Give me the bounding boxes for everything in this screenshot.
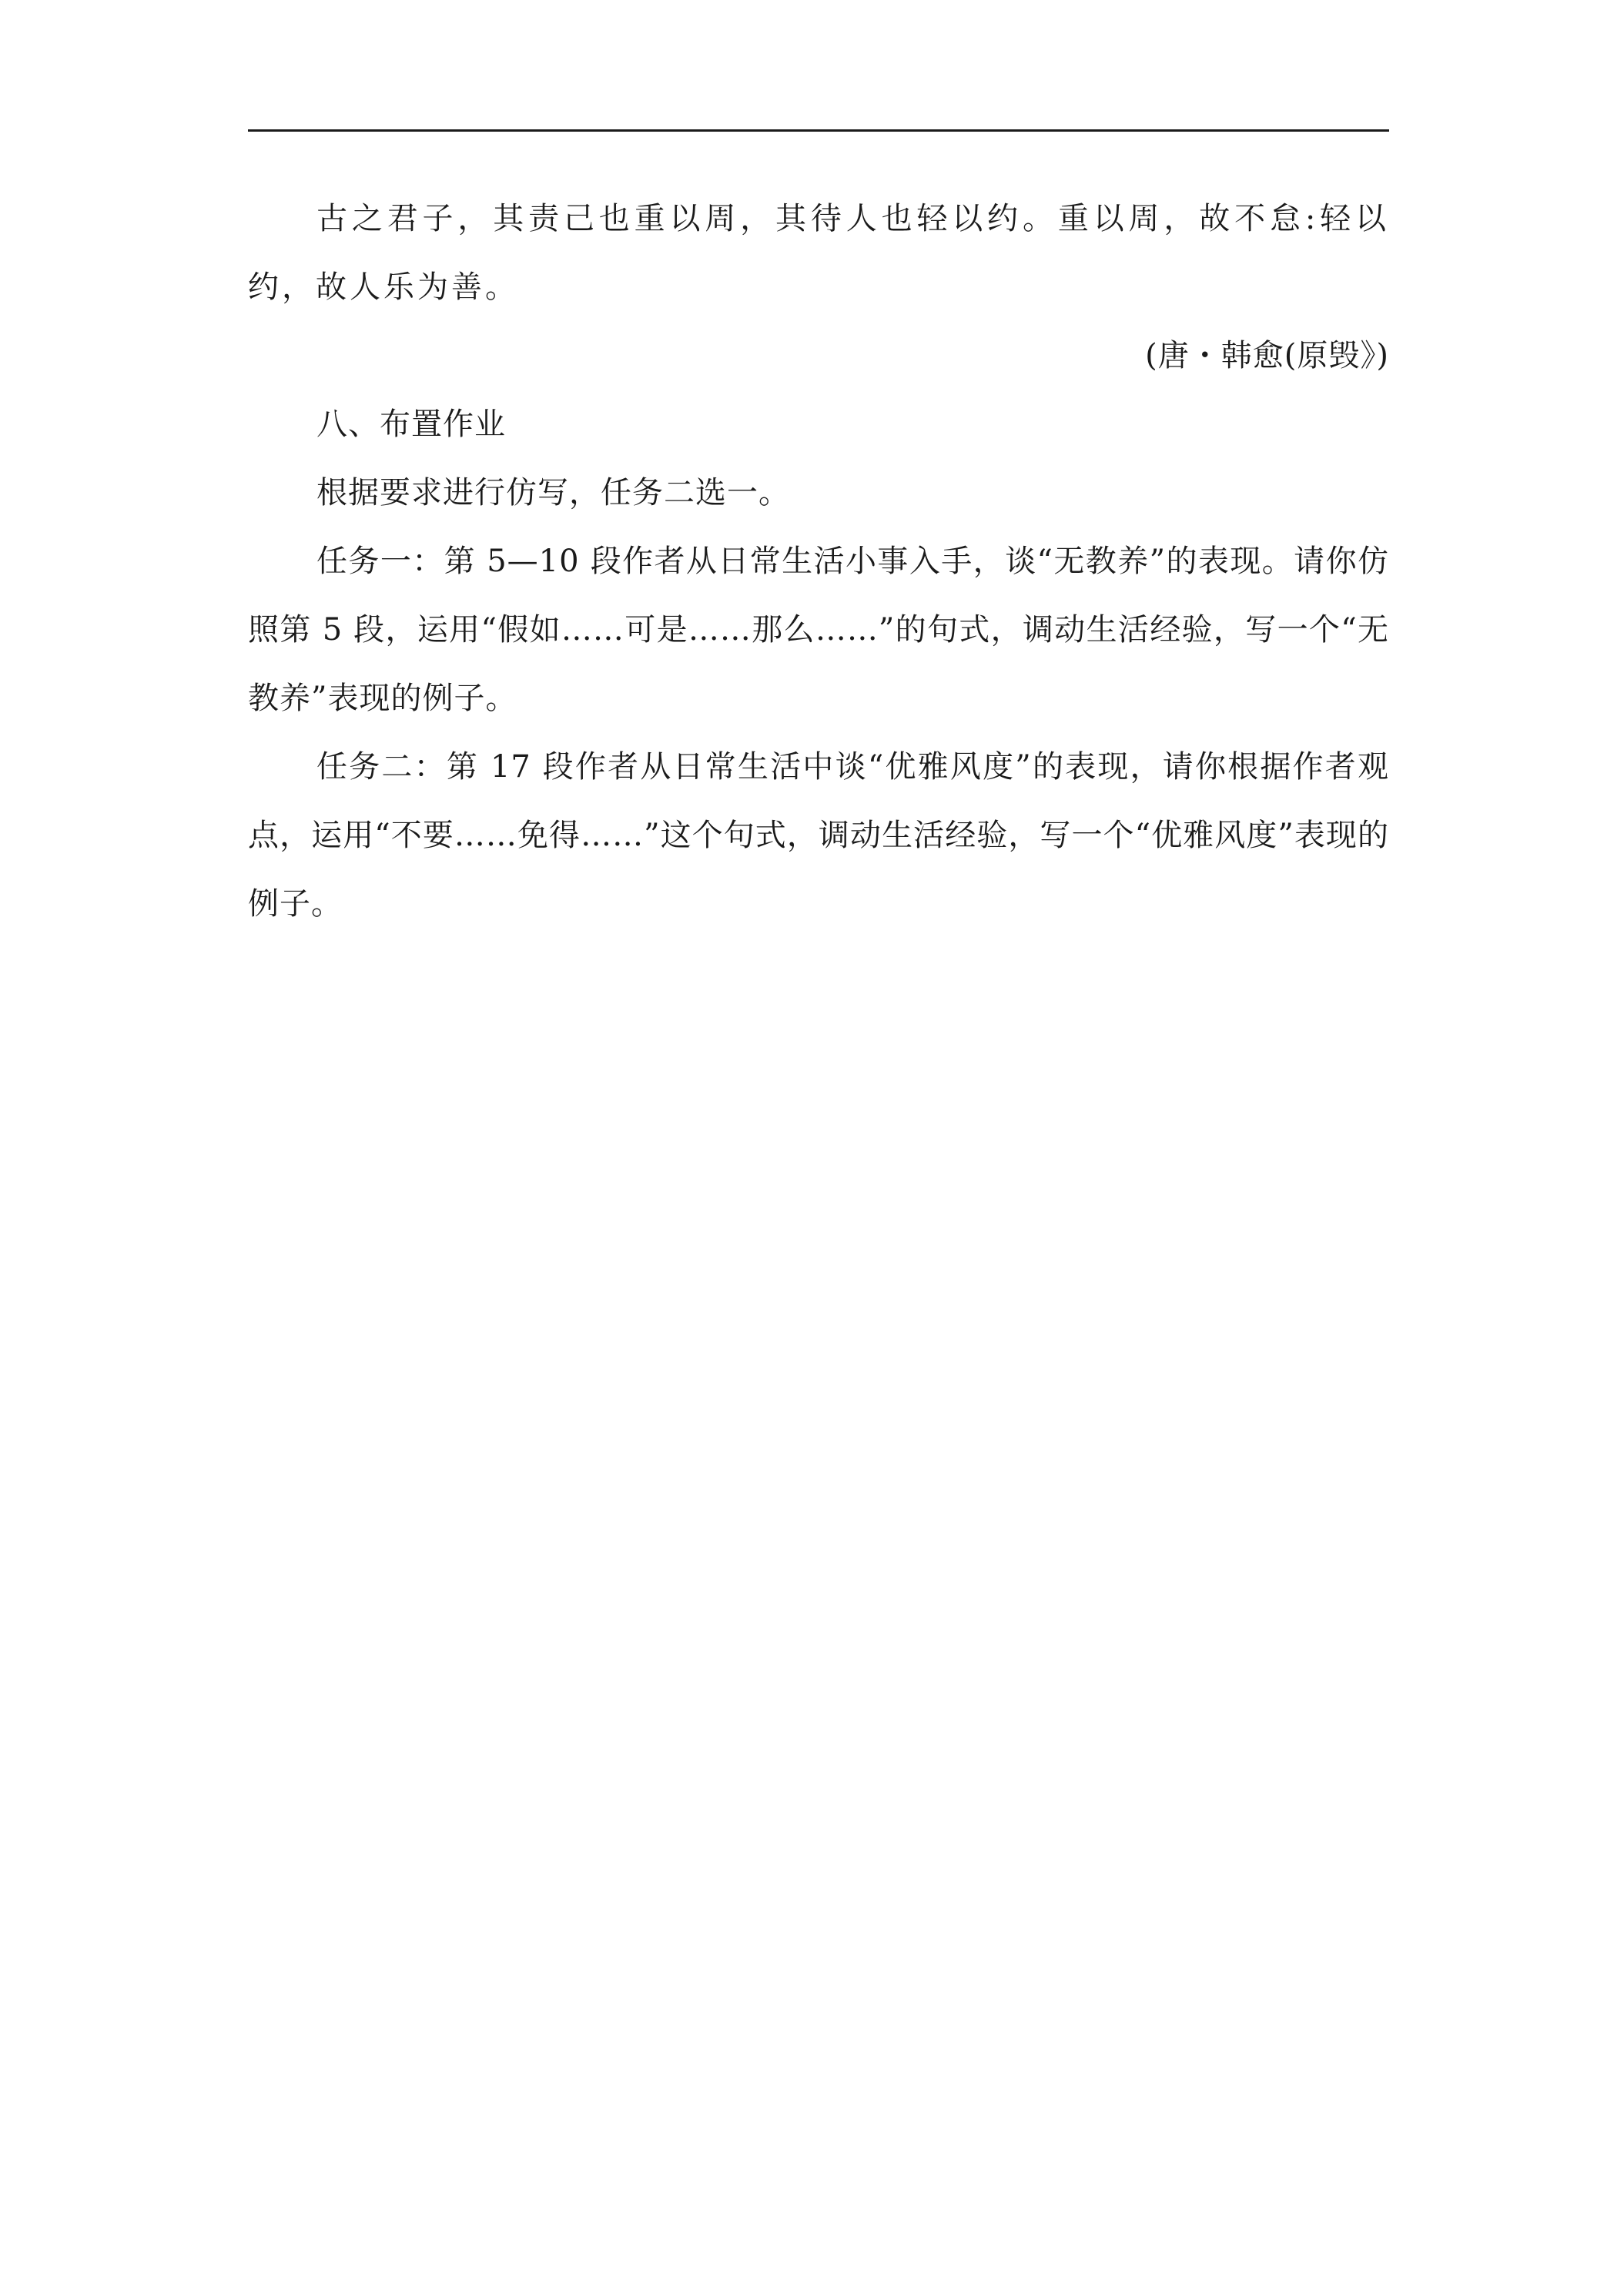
classical-quote: 古之君子，其责己也重以周，其待人也轻以约。重以周，故不怠:轻以约，故人乐为善。 [248,201,1389,305]
quote-attribution: (唐・韩愈(原毁》) [1145,338,1389,373]
task-two: 任务二：第 17 段作者从日常生活中谈“优雅风度”的表现，请你根据作者观点，运用“不要……免得……”这个句式，调动生活经验，写一个“优雅风度”表现的例子。 [248,749,1389,922]
assignment-instruction: 根据要求进行仿写，任务二选一。 [316,475,790,510]
document-body [248,185,1389,939]
header-rule [248,129,1389,132]
section-heading: 八、布置作业 [316,407,506,442]
task-one: 任务一：第 5—10 段作者从日常生活小事入手，谈“无教养”的表现。请你仿照第 5 段，运用“假如……可是……那么……”的句式，调动生活经验，写一个“无教养”表现的例子。 [248,544,1389,716]
